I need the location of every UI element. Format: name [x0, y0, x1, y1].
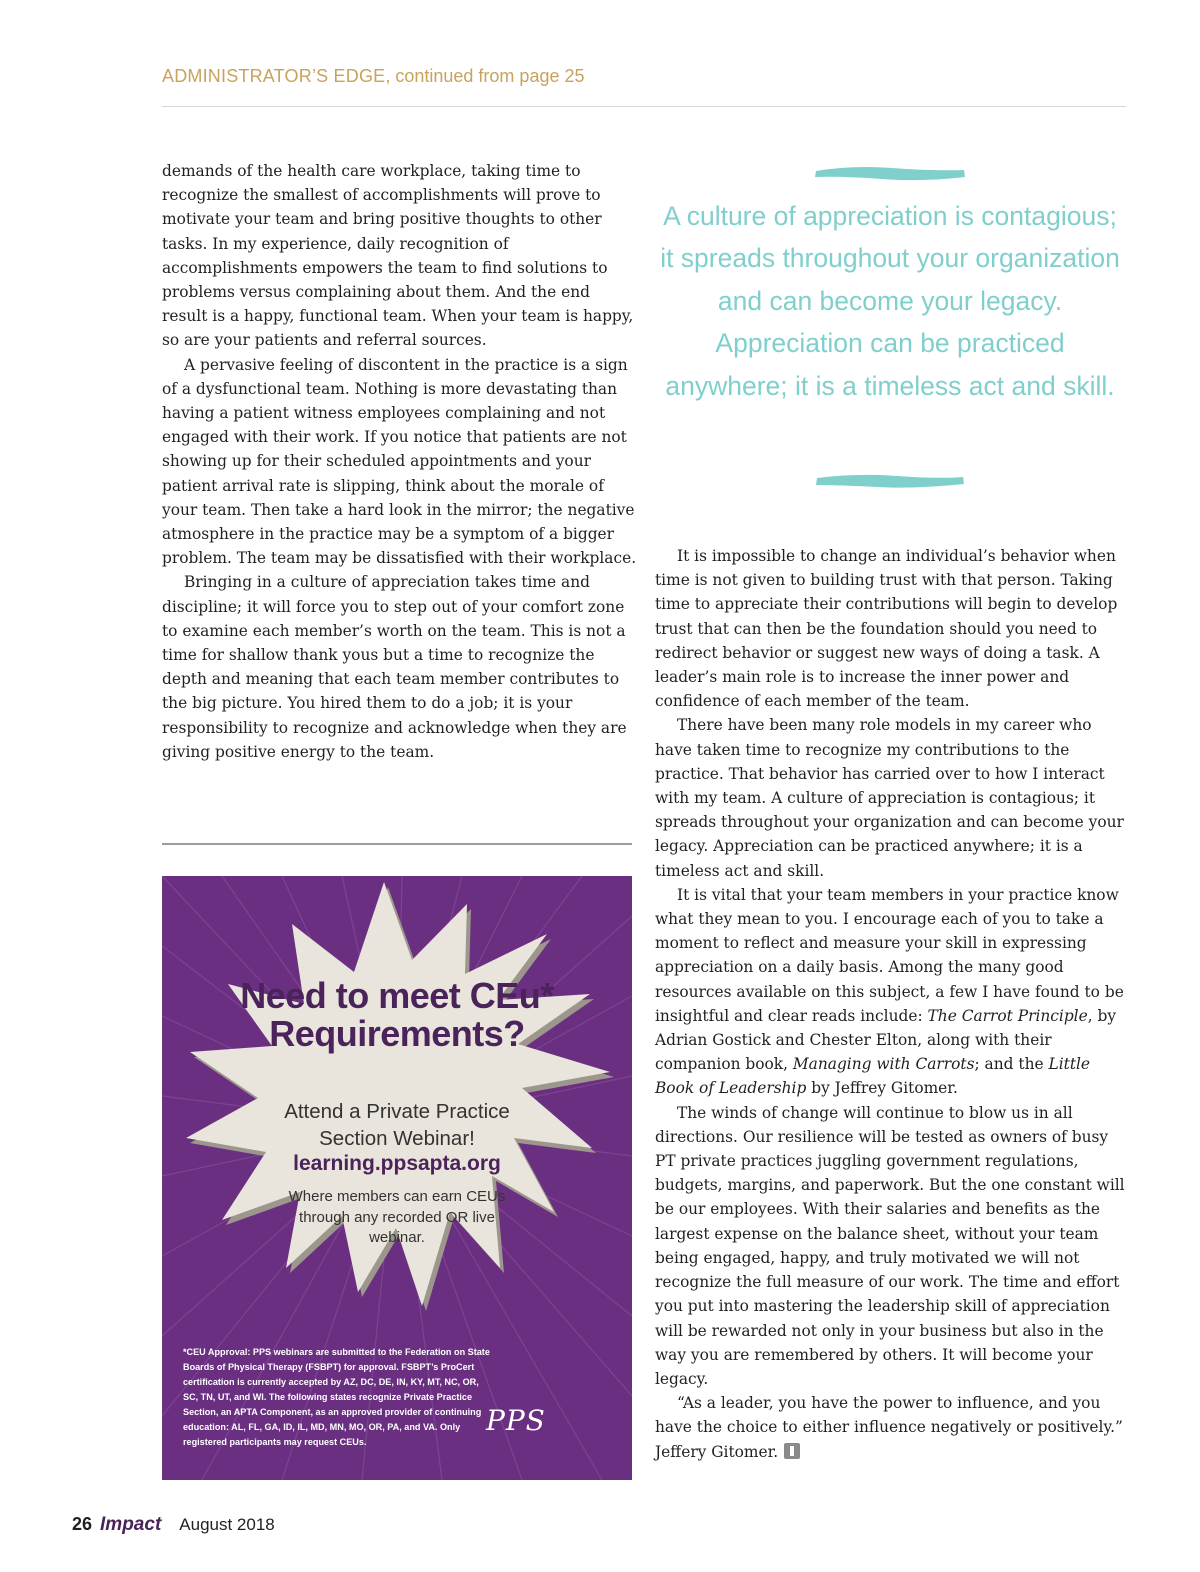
- ad-fine-print: *CEU Approval: PPS webinars are submitted to the Federation on State Boards of Physical Therapy (FSBPT) for approval. FSBPT’s ProCert certification is currently accepted by AZ, DC, DE, IN, KY, MT, NC, OR, SC, TN, UT, and WI. The following states recognize Private Practice Section, an APTA Component, as an approved provider of continuing education: AL, FL, GA, ID, IL, MD, MN, MO, OR, PA, and VA. Only registered participants may request CEUs.: [183, 1347, 490, 1447]
- page-number: 26: [72, 1514, 93, 1534]
- body-paragraph: It is impossible to change an individual’s behavior when time is not given to building trust with that person. Taking time to appreciate their contributions will begin to develop trust that can then be the foundation should you need to redirect behavior or suggest new ways of doing a task. A leader’s main role is to increase the inner power and confidence of each member of the team.: [655, 547, 1118, 711]
- continued-note: , continued from page 25: [385, 66, 585, 86]
- text-run: It is vital that your team members in your practice know what they mean to you. I encourage each of you to take a moment to reflect and measure your skill in expressing appreciation on a daily basis. Among the many good resources available on this subject, a few I have found to be insightful and clear reads include:: [655, 885, 1124, 1025]
- text-run: , by Adrian Gostick and Chester Elton, along with their companion book,: [655, 1006, 1117, 1074]
- column-divider: [162, 843, 632, 845]
- body-paragraph-reading-list: [655, 883, 1133, 1101]
- end-mark-icon: [784, 1443, 800, 1459]
- ad-headline: Need to meet CEu* Requirements?: [240, 975, 554, 1054]
- ad-description: Where members can earn CEUs through any recorded OR live webinar.: [288, 1188, 506, 1246]
- running-head: [162, 66, 1126, 87]
- right-column: [655, 544, 1133, 1464]
- body-paragraph: demands of the health care workplace, taking time to recognize the smallest of accomplishments will prove to motivate your team and bring positive thoughts to other tasks. In my experience, daily recognition of accomplishments empowers the team to find solutions to problems versus complaining about them. And the end result is a happy, functional team. When your team is happy, so are your patients and referral sources.: [162, 162, 634, 350]
- magazine-name: Impact: [100, 1514, 162, 1535]
- pps-logo: PPS: [486, 1404, 546, 1437]
- pullquote-bottom-brush: [812, 470, 968, 492]
- ad-subheadline: Attend a Private Practice Section Webinar!: [284, 1100, 510, 1150]
- book-title: Managing with Carrots: [792, 1055, 975, 1074]
- issue-date: August 2018: [179, 1515, 275, 1534]
- pullquote-top-brush: [812, 162, 968, 184]
- book-title: The Carrot Principle: [927, 1006, 1088, 1025]
- body-paragraph: The winds of change will continue to blow us in all directions. Our resilience will be tested as owners of busy PT private practices juggling government regulations, budgets, margins, and paperwork. But the one constant will be our employees. With their salaries and benefits as the largest expense on the balance sheet, without your team being engaged, happy, and truly motivated we will not recognize the full measure of our work. The time and effort you put into mastering the leadership skill of appreciation will be rewarded not only in your business but also in the way you are remembered by others. It will become your legacy.: [655, 1103, 1125, 1388]
- closing-quote: [655, 1391, 1133, 1464]
- webinar-advertisement[interactable]: [162, 876, 632, 1480]
- header-divider: [162, 106, 1126, 107]
- text-run: by Jeffrey Gitomer.: [806, 1079, 958, 1098]
- section-name: ADMINISTRATOR’S EDGE: [162, 66, 386, 86]
- body-paragraph: Bringing in a culture of appreciation takes time and discipline; it will force you to step out of your comfort zone to examine each member’s worth on the team. This is not a time for shallow thank yous but a time to recognize the depth and meaning that each team member contributes to the big picture. You hired them to do a job; it is your responsibility to recognize and acknowledge when they are giving positive energy to the team.: [162, 573, 627, 761]
- quote-text: “As a leader, you have the power to influence, and you have the choice to either influence negatively or positively.” Jeffery Gitomer.: [655, 1394, 1123, 1461]
- text-run: ; and the: [974, 1055, 1049, 1074]
- book-title: Little Book of Leadership: [655, 1055, 1091, 1098]
- ad-url-link[interactable]: learning.ppsapta.org: [293, 1152, 501, 1175]
- pull-quote: A culture of appreciation is contagious; it spreads throughout your organization and can become your legacy. Appreciation can be practiced anywhere; it is a timeless act and skill.: [660, 201, 1120, 401]
- body-paragraph: A pervasive feeling of discontent in the practice is a sign of a dysfunctional team. Nothing is more devastating than having a patient witness employees complaining and not engaged with their work. If you notice that patients are not showing up for their scheduled appointments and your patient arrival rate is slipping, think about the morale of your team. Then take a hard look in the mirror; the negative atmosphere in the practice may be a symptom of a bigger problem. The team may be dissatisfied with their workplace.: [162, 355, 637, 568]
- page-footer: [72, 1514, 275, 1536]
- body-paragraph: There have been many role models in my career who have taken time to recognize my contributions to the practice. That behavior has carried over to how I interact with my team. A culture of appreciation is contagious; it spreads throughout your organization and can become your legacy. Appreciation can be practiced anywhere; it is a timeless act and skill.: [655, 716, 1124, 880]
- left-column: [162, 159, 637, 764]
